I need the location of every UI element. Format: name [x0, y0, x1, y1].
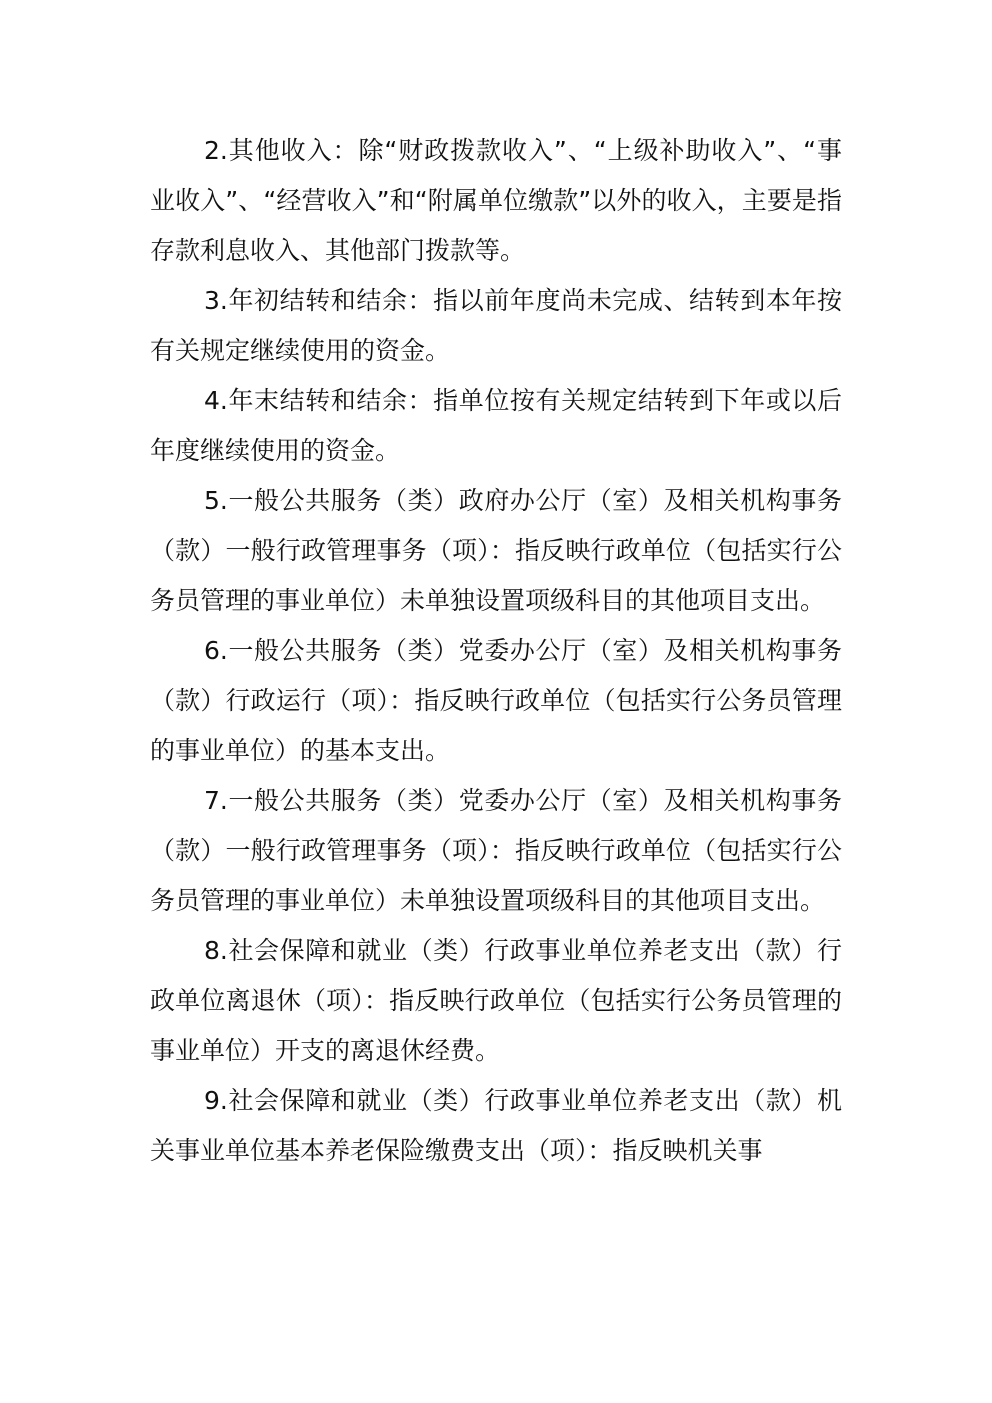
paragraph-pension-insurance: 9.社会保障和就业（类）行政事业单位养老支出（款）机关事业单位基本养老保险缴费支出（项）：指反映机关事 — [150, 1086, 842, 1165]
paragraph-retirement-admin: 8.社会保障和就业（类）行政事业单位养老支出（款）行政单位离退休（项）：指反映行政单位（包括实行公务员管理的事业单位）开支的离退休经费。 — [150, 936, 842, 1065]
paragraph-general-admin-party-office: 7.一般公共服务（类）党委办公厅（室）及相关机构事务（款）一般行政管理事务（项）：指反映行政单位（包括实行公务员管理的事业单位）未单独设置项级科目的其他项目支出。 — [150, 786, 842, 915]
document-body — [150, 126, 842, 1176]
paragraph-general-admin-gov-office: 5.一般公共服务（类）政府办公厅（室）及相关机构事务（款）一般行政管理事务（项）：指反映行政单位（包括实行公务员管理的事业单位）未单独设置项级科目的其他项目支出。 — [150, 486, 842, 615]
paragraph-admin-operation-party-office: 6.一般公共服务（类）党委办公厅（室）及相关机构事务（款）行政运行（项）：指反映行政单位（包括实行公务员管理的事业单位）的基本支出。 — [150, 636, 842, 765]
paragraph-beginning-carryover: 3.年初结转和结余：指以前年度尚未完成、结转到本年按有关规定继续使用的资金。 — [150, 286, 842, 365]
paragraph-ending-carryover: 4.年末结转和结余：指单位按有关规定结转到下年或以后年度继续使用的资金。 — [150, 386, 842, 465]
paragraph-other-income: 2.其他收入：除“财政拨款收入”、“上级补助收入”、“事业收入”、“经营收入”和“附属单位缴款”以外的收入，主要是指存款利息收入、其他部门拨款等。 — [150, 136, 842, 265]
